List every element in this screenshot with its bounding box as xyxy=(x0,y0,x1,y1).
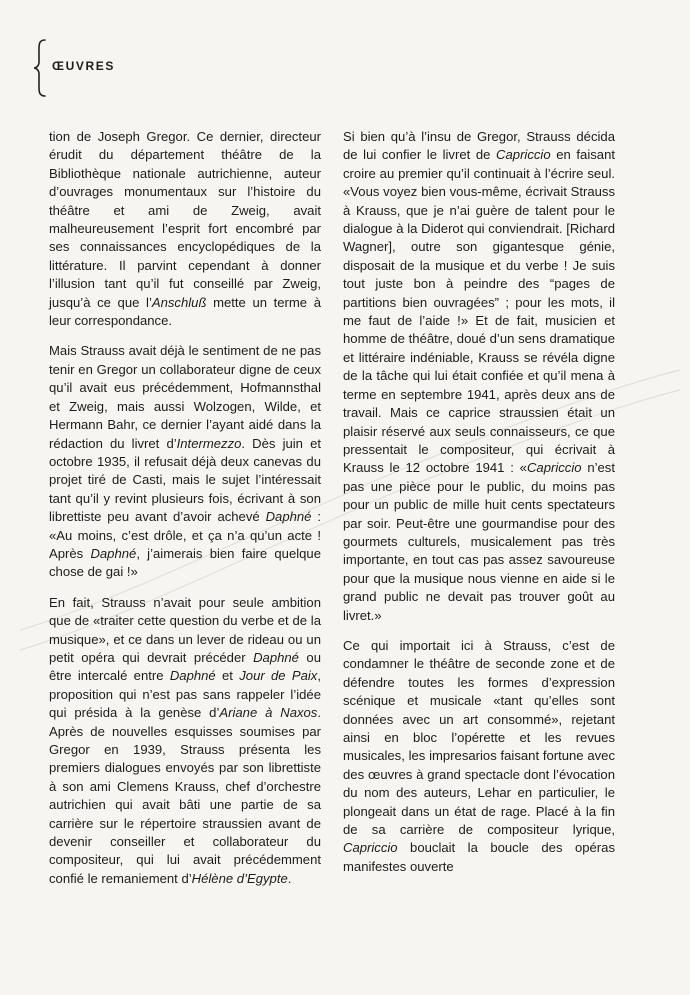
text-run: mette un terme à leur correspondance. xyxy=(49,294,321,329)
italic-text: Anschluß xyxy=(151,294,207,310)
page-header xyxy=(32,38,232,98)
italic-text: Capriccio xyxy=(343,840,398,856)
text-run: , proposition qui n’est pas sans rappeler l’idée qui présida à la genèse d’ xyxy=(49,668,321,721)
paragraph xyxy=(343,128,615,625)
paragraph xyxy=(49,128,321,330)
section-title: ŒUVRES xyxy=(52,59,115,73)
text-run: et xyxy=(215,668,240,684)
italic-text: Daphné xyxy=(265,509,312,525)
text-run: Ce qui importait ici à Strauss, c’est de condamner le théâtre de seconde zone et de défendre toutes les formes d’expression scénique et musicale «tant qu’elles sont données avec un art consommé», rejetant ainsi en bloc l’opérette et les revues musicales, les impresarios faisant fortune avec des œuvres à grand spectacle dont l’évocation du nom des auteurs, Lehar en particulier, le plongeait dans un état de rage. Placé à la fin de sa carrière de compositeur lyrique, xyxy=(343,637,615,838)
italic-text: Jour de Paix xyxy=(239,668,318,684)
text-run: n’est pas une pièce pour le public, du moins pas pour un public de mille huit cents spectateurs par soir. Peut-être une gourmandise pour des gourmets culturels, musicalement pas très importante, en tout cas pas assez savoureuse pour que la musique nous vienne en aide si le grand public ne devait pas trouver goût au livret.» xyxy=(343,460,615,623)
text-run: , j’aimerais bien faire quelque chose de gai !» xyxy=(49,545,321,580)
text-run: Si bien qu’à l’insu de Gregor, Strauss décida de lui confier le livret de xyxy=(343,129,615,163)
text-run: : «Au moins, c’est drôle, et ça n’a qu’un acte ! Après xyxy=(49,509,321,561)
italic-text: Ariane à Naxos xyxy=(219,705,318,721)
italic-text: Daphné xyxy=(169,668,216,684)
italic-text: Daphné xyxy=(90,545,137,561)
italic-text: Capriccio xyxy=(526,460,582,476)
paragraph xyxy=(49,342,321,581)
curly-brace-icon xyxy=(32,38,48,98)
paragraph xyxy=(343,637,615,876)
italic-text: Hélène d’Egypte xyxy=(191,870,288,886)
italic-text: Capriccio xyxy=(496,147,551,163)
italic-text: Intermezzo xyxy=(176,435,242,451)
paragraph xyxy=(49,594,321,889)
text-run: . Dès juin et octobre 1935, il refusait déjà deux canevas du projet tiré de Casti, mais le sujet l’intéressait tant qu’il y revint plusieurs fois, écrivant à son librettiste peu avant d’avoir achevé xyxy=(49,435,321,525)
text-column-left xyxy=(49,128,321,900)
text-run: En fait, Strauss n’avait pour seule ambition que de «traiter cette question du verbe et de la musique», et ce dans un lever de rideau ou un petit opéra qui devrait précéder xyxy=(49,594,321,665)
text-run: en faisant croire au premier qu’il continuait à l’écrire seul. «Vous voyez bien vous-même, écrivait Strauss à Krauss, que je n’ai guère de talent pour le dialogue à la Diderot qui conviendrait. [Richard Wagner], outre son gigantesque génie, disposait de la musique et du verbe ! Je suis tout juste bon à peindre des “pages de partitions bien ouvragées” ; pour les mots, il me faut de l’aide !» Et de fait, musicien et homme de théâtre, doué d’un sens dramatique et littéraire indéniable, Krauss se révéla digne de la tâche qui lui était confiée et qu’il mena à terme en septembre 1941, après deux ans de travail. Mais ce caprice straussien était un plaisir réservé aux seuls connaisseurs, ce que pressentait le compositeur, qui écrivait à Krauss le 12 octobre 1941 : « xyxy=(343,147,615,476)
text-run: . xyxy=(287,870,292,886)
text-column-right xyxy=(343,128,615,888)
text-run: tion de Joseph Gregor. Ce dernier, directeur érudit du département théâtre de la Bibliothèque nationale autrichienne, auteur d’ouvrages monumentaux sur l’histoire du théâtre et ami de Zweig, avait malheureusement l’esprit fort encombré par ses connaissances encyclopédiques de la littérature. Il parvint cependant à donner l’illusion tant qu’il fut conseillé par Zweig, jusqu’à ce que l’ xyxy=(49,129,321,310)
text-run: . Après de nouvelles esquisses soumises par Gregor en 1939, Strauss présenta les premiers dialogues envoyés par son librettiste à son ami Clemens Krauss, chef d’orchestre autrichien qui avait bâti une partie de sa carrière sur le répertoire straussien avant de devenir conseiller et collaborateur du compositeur, qui lui avait précédemment confié le remaniement d’ xyxy=(49,705,321,886)
text-run: bouclait la boucle des opéras manifestes ouverte xyxy=(343,840,615,874)
text-run: ou être intercalé entre xyxy=(49,649,321,684)
italic-text: Daphné xyxy=(253,649,299,665)
text-run: Mais Strauss avait déjà le sentiment de ne pas tenir en Gregor un collaborateur digne de ceux qu’il avait eus précédemment, Hofmannsthal et Zweig, mais aussi Wolzogen, Wilde, et Hermann Bahr, ce dernier l’ayant aidé dans la rédaction du livret d’ xyxy=(49,343,321,451)
